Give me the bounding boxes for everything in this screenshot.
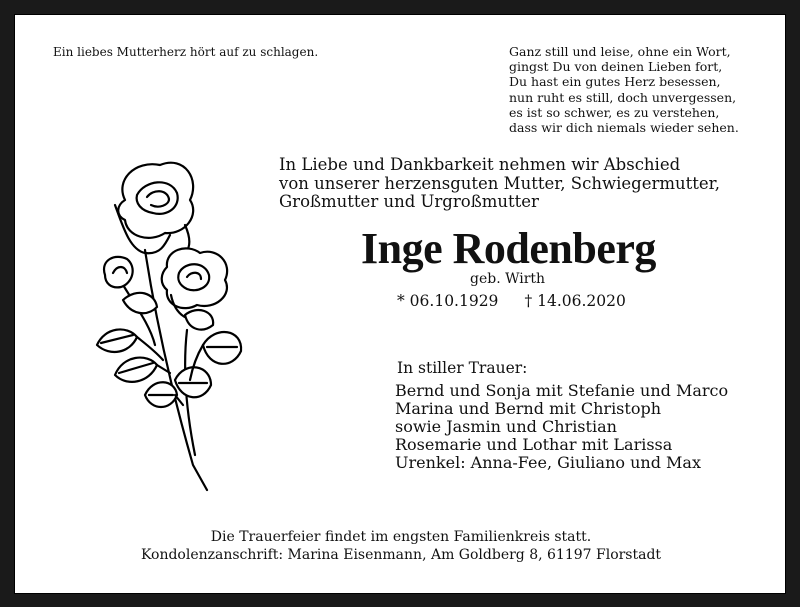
mourner-line: Bernd und Sonja mit Stefanie und Marco (395, 381, 729, 400)
poem-line: Ganz still und leise, ohne ein Wort, (509, 44, 731, 59)
obituary-card (14, 14, 786, 594)
mourner-line: Urenkel: Anna-Fee, Giuliano und Max (395, 453, 701, 472)
poem (509, 44, 739, 135)
intro-text (279, 156, 720, 212)
poem-line: Du hast ein gutes Herz besessen, (509, 74, 721, 90)
intro-line: Großmutter und Urgroßmutter (279, 192, 539, 211)
poem-line: gingst Du von deinen Lieben fort, (509, 59, 723, 75)
footer (15, 529, 787, 564)
life-dates (397, 292, 626, 310)
poem-line: dass wir dich niemals wieder sehen. (509, 120, 739, 136)
mourners-list (395, 382, 728, 472)
mourner-line: Marina und Bernd mit Christoph (395, 399, 661, 418)
motto: Ein liebes Mutterherz hört auf zu schlagen. (53, 45, 319, 59)
death-date: † 14.06.2020 (524, 292, 626, 310)
birth-date: * 06.10.1929 (397, 292, 499, 310)
mourner-line: sowie Jasmin und Christian (395, 417, 617, 436)
intro-line: In Liebe und Dankbarkeit nehmen wir Abschied (279, 155, 681, 174)
mourner-line: Rosemarie und Lothar mit Larissa (395, 435, 673, 454)
mourning-label: In stiller Trauer: (397, 359, 528, 377)
poem-line: es ist so schwer, es zu verstehen, (509, 104, 720, 120)
intro-line: von unserer herzensguten Mutter, Schwiegermutter, (279, 173, 720, 193)
condolence-address: Kondolenzanschrift: Marina Eisenmann, Am Goldberg 8, 61197 Florstadt (140, 546, 662, 563)
maiden-name: geb. Wirth (470, 271, 546, 287)
rose-icon (75, 155, 245, 495)
funeral-note: Die Trauerfeier findet im engsten Familienkreis statt. (210, 529, 592, 545)
deceased-name: Inge Rodenberg (361, 224, 656, 273)
poem-line: nun ruht es still, doch unvergessen, (509, 89, 737, 105)
